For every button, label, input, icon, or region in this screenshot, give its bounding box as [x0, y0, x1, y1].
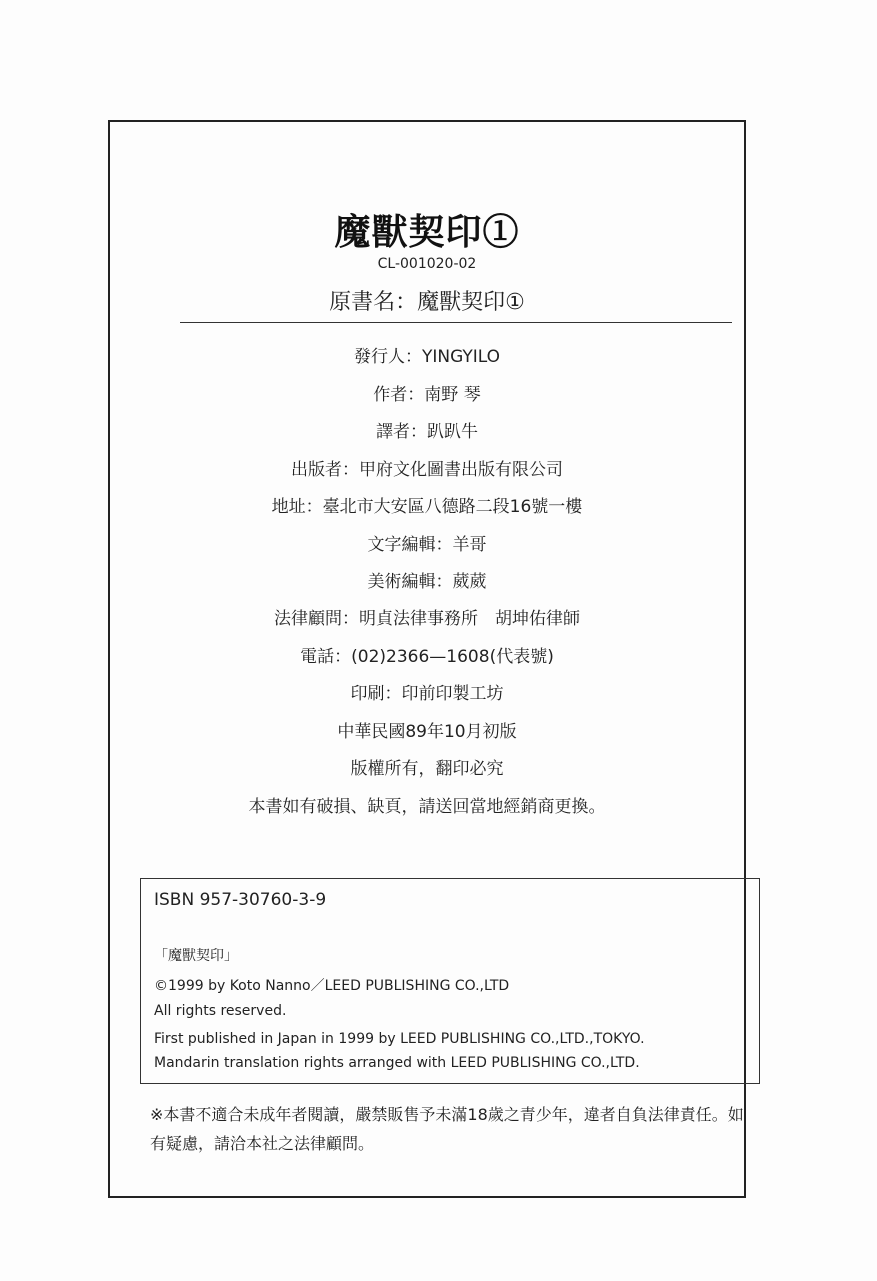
art-editor: 美術編輯：葳葳: [367, 572, 487, 592]
catalog-code: CL-001020-02: [377, 256, 477, 272]
address: 地址：臺北市大安區八德路二段16號一樓: [271, 497, 583, 517]
damage-notice: 本書如有破損、缺頁，請送回當地經銷商更換。: [248, 797, 606, 817]
legal-counsel: 法律顧問：明貞法律事務所 胡坤佑律師: [274, 609, 580, 629]
age-warning: ※本書不適合未成年者閱讀，嚴禁販售予未滿18歲之青少年，違者自負法律責任。如有疑慮，請洽本社之法律顧問。: [150, 1105, 744, 1153]
publisher-person: 發行人：YINGYILO: [353, 347, 501, 367]
edition-date: 中華民國89年10月初版: [337, 722, 517, 742]
translator: 譯者：趴趴牛: [376, 422, 478, 442]
copyright-rights: All rights reserved.: [154, 1003, 287, 1019]
printer: 印刷：印前印製工坊: [350, 684, 504, 704]
publisher: 出版者：甲府文化圖書出版有限公司: [291, 460, 563, 480]
telephone: 電話：(02)2366—1608(代表號): [300, 647, 554, 667]
copyright-translation: Mandarin translation rights arranged with LEED PUBLISHING CO.,LTD.: [154, 1055, 640, 1071]
colophon-frame: [108, 120, 746, 1198]
book-title: 魔獸契印①: [334, 211, 520, 253]
rights-reserved: 版權所有，翻印必究: [350, 759, 504, 779]
author: 作者：南野 琴: [373, 385, 481, 405]
isbn: ISBN 957-30760-3-9: [154, 890, 327, 910]
copyright-first-published: First published in Japan in 1999 by LEED PUBLISHING CO.,LTD.,TOKYO.: [154, 1031, 645, 1047]
original-title: 原書名：魔獸契印①: [329, 290, 525, 315]
copyright-line: ©1999 by Koto Nanno／LEED PUBLISHING CO.,LTD: [154, 978, 510, 994]
isbn-box: [140, 878, 760, 1084]
divider: [180, 322, 732, 323]
text-editor: 文字編輯：羊哥: [367, 535, 487, 555]
copyright-title: 「魔獸契印」: [154, 948, 238, 964]
